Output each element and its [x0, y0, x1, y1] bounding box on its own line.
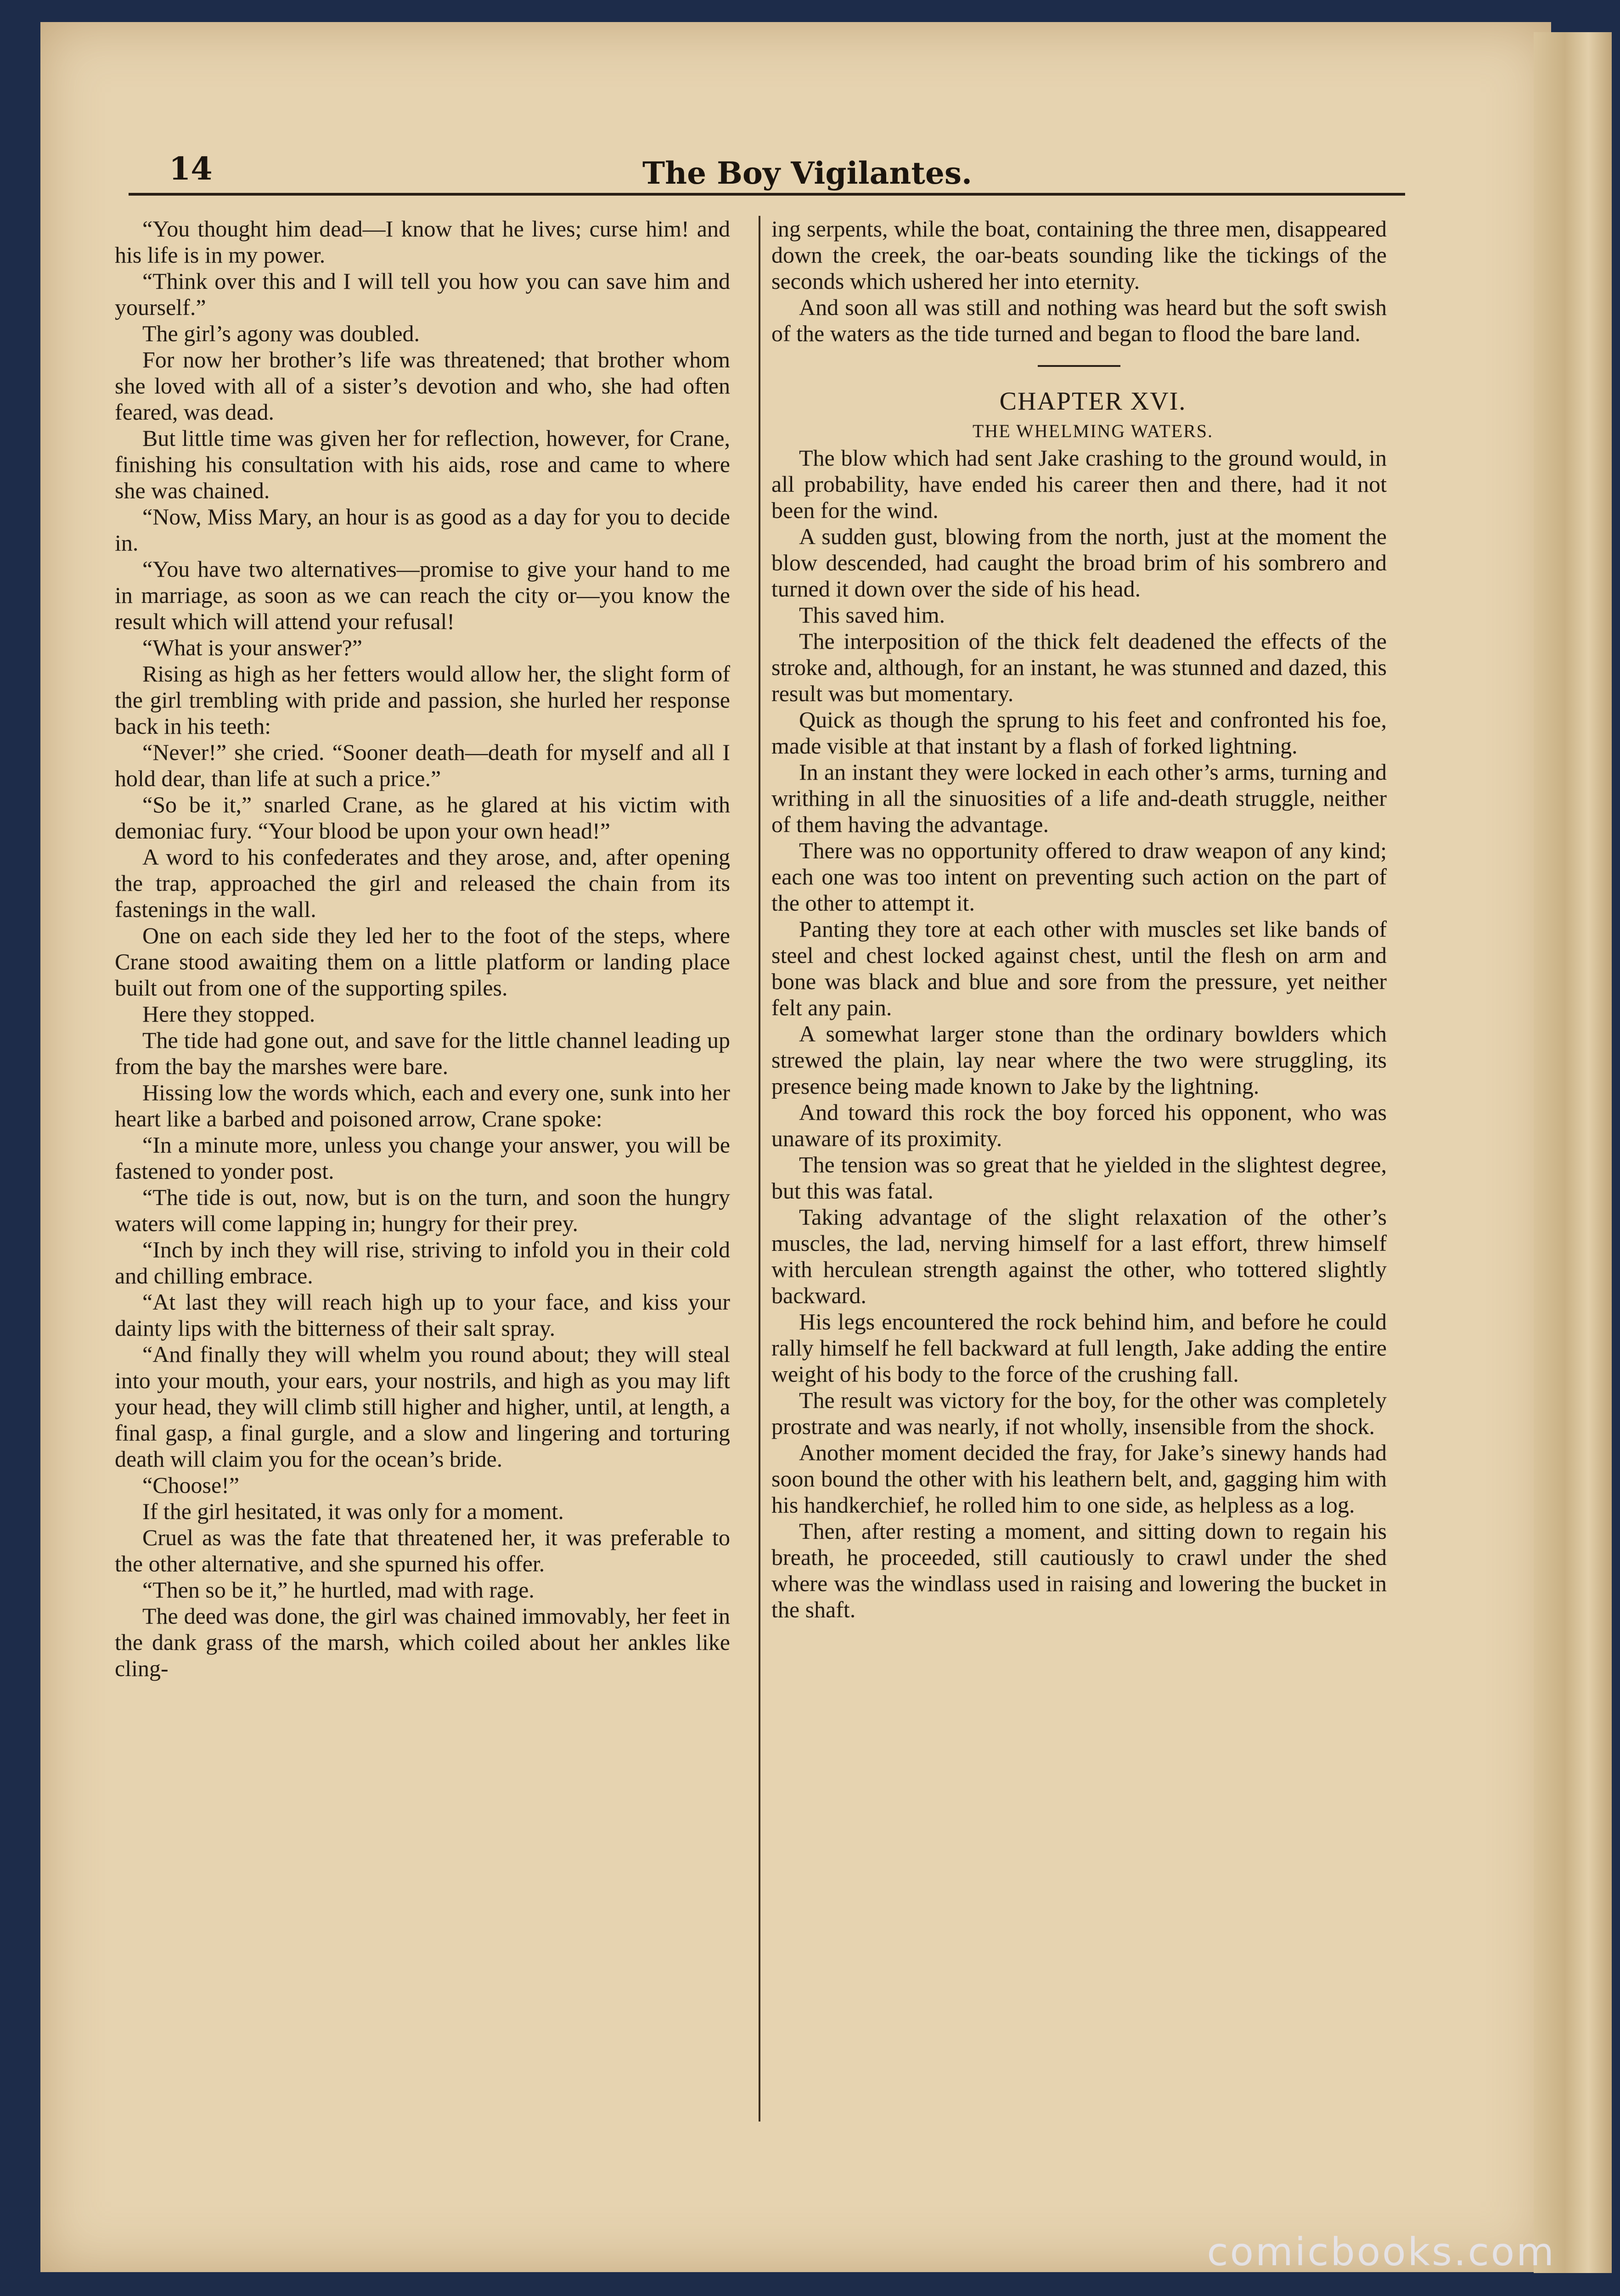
paragraph: The girl’s agony was doubled.	[142, 321, 420, 346]
paragraph: In an instant they were locked in each other’s arms, turning and writhing in all the sinuosities of a life and-death struggle, neither of them having the advantage.	[771, 759, 1387, 837]
watermark-text: comicbooks.com	[1207, 2229, 1556, 2274]
paragraph: The interposition of the thick felt deadened the effects of the stroke and, although, for an instant, he was stunned and dazed, this result was but momentary.	[771, 628, 1387, 706]
paragraph: Then, after resting a moment, and sitting down to regain his breath, he proceeded, still cautiously to crawl under the shed where was the windlass used in raising and lowering the bucket in the shaft.	[771, 1518, 1387, 1622]
paragraph: “Never!” she cried. “Sooner death—death for myself and all I hold dear, than life at such a price.”	[115, 739, 730, 791]
paragraph: “You thought him dead—I know that he lives; curse him! and his life is in my power.	[115, 216, 730, 268]
paragraph: This saved him.	[799, 602, 945, 628]
paragraph: And soon all was still and nothing was heard but the soft swish of the waters as the tide turned and began to flood the bare land.	[771, 294, 1387, 346]
paragraph: Another moment decided the fray, for Jake’s sinewy hands had soon bound the other with his leathern belt, and, gagging him with his handkerchief, he rolled him to one side, as helpless as a log.	[771, 1440, 1387, 1518]
paragraph: The deed was done, the girl was chained immovably, her feet in the dank grass of the marsh, which coiled about her ankles like cling-	[115, 1603, 730, 1681]
paragraph: Quick as though the sprung to his feet and confronted his foe, made visible at that instant by a flash of forked lightning.	[771, 707, 1387, 759]
paragraph: Hissing low the words which, each and every one, sunk into her heart like a barbed and poisoned arrow, Crane spoke:	[115, 1080, 730, 1131]
paragraph: “The tide is out, now, but is on the turn, and soon the hungry waters will come lapping in; hungry for their prey.	[115, 1184, 730, 1236]
paragraph: “In a minute more, unless you change your answer, you will be fastened to yonder post.	[115, 1132, 730, 1184]
header-rule	[129, 193, 1405, 196]
paragraph: The blow which had sent Jake crashing to the ground would, in all probability, have ended his career then and there, had it not been for the wind.	[771, 445, 1387, 523]
running-title: The Boy Vigilantes.	[642, 155, 972, 191]
right-column	[771, 216, 1387, 2181]
paragraph: But little time was given her for reflection, however, for Crane, finishing his consultation with his aids, rose and came to where she was chained.	[115, 425, 730, 503]
paragraph: For now her brother’s life was threatened; that brother whom she loved with all of a sister’s devotion and who, she had often feared, was dead.	[115, 347, 730, 425]
paragraph: “What is your answer?”	[142, 635, 362, 660]
paragraph: If the girl hesitated, it was only for a moment.	[142, 1498, 564, 1524]
paragraph: “Now, Miss Mary, an hour is as good as a day for you to decide in.	[115, 504, 730, 556]
paragraph: Panting they tore at each other with muscles set like bands of steel and chest locked against chest, until the flesh on arm and bone was black and blue and sore from the pressure, yet neither felt any pain.	[771, 916, 1387, 1020]
paragraph: The tension was so great that he yielded in the slightest degree, but this was fatal.	[771, 1152, 1387, 1204]
paragraph: “Then so be it,” he hurtled, mad with rage.	[142, 1577, 534, 1603]
paragraph: And toward this rock the boy forced his opponent, who was unaware of its proximity.	[771, 1099, 1387, 1151]
paragraph: Taking advantage of the slight relaxation of the other’s muscles, the lad, nerving himself for a last effort, threw himself with herculean strength against the other, who tottered slightly backward.	[771, 1204, 1387, 1308]
left-column	[115, 216, 730, 2181]
page-number: 14	[169, 151, 213, 187]
paragraph: Here they stopped.	[142, 1001, 315, 1027]
paragraph: The result was victory for the boy, for the other was completely prostrate and was nearly, if not wholly, insensible from the shock.	[771, 1387, 1387, 1439]
paragraph: The tide had gone out, and save for the little channel leading up from the bay the marshes were bare.	[115, 1027, 730, 1079]
paragraph: His legs encountered the rock behind him, and before he could rally himself he fell backward at full length, Jake adding the entire weight of his body to the force of the crushing fall.	[771, 1309, 1387, 1387]
page-binding-edge	[1534, 32, 1612, 2273]
paragraph: “You have two alternatives—promise to give your hand to me in marriage, as soon as we can reach the city or—you know the result which will attend your refusal!	[115, 556, 730, 634]
paragraph: A somewhat larger stone than the ordinary bowlders which strewed the plain, lay near where the two were struggling, its presence being made known to Jake by the lightning.	[771, 1021, 1387, 1099]
paragraph: Cruel as was the fate that threatened her, it was preferable to the other alternative, and she spurned his offer.	[115, 1525, 730, 1576]
paragraph: “Think over this and I will tell you how you can save him and yourself.”	[115, 268, 730, 320]
chapter-heading: CHAPTER XVI.	[999, 387, 1187, 416]
paragraph: There was no opportunity offered to draw weapon of any kind; each one was too intent on preventing such action on the part of the other to attempt it.	[771, 838, 1387, 916]
paragraph: A word to his confederates and they arose, and, after opening the trap, approached the girl and released the chain from its fastenings in the wall.	[115, 844, 730, 922]
paragraph: “Inch by inch they will rise, striving to infold you in their cold and chilling embrace.	[115, 1237, 730, 1289]
paragraph: “At last they will reach high up to your face, and kiss your dainty lips with the bitterness of their salt spray.	[115, 1289, 730, 1341]
chapter-title: THE WHELMING WATERS.	[972, 421, 1214, 441]
paragraph: “So be it,” snarled Crane, as he glared at his victim with demoniac fury. “Your blood be upon your own head!”	[115, 792, 730, 844]
chapter-rule	[1038, 365, 1120, 367]
paragraph: ing serpents, while the boat, containing the three men, disappeared down the creek, the oar-beats sounding like the tickings of the seconds which ushered her into eternity.	[771, 216, 1387, 294]
paragraph: A sudden gust, blowing from the north, just at the moment the blow descended, had caught the broad brim of his sombrero and turned it down over the side of his head.	[771, 523, 1387, 602]
paragraph: Rising as high as her fetters would allow her, the slight form of the girl trembling with pride and passion, she hurled her response back in his teeth:	[115, 661, 730, 739]
paragraph: “And finally they will whelm you round about; they will steal into your mouth, your ears, your nostrils, and high as you may lift your head, they will climb still higher and higher, until, at length, a final gasp, a final gurgle, and a slow and lingering and torturing death will claim you for the ocean’s bride.	[115, 1341, 730, 1472]
column-divider	[759, 216, 760, 2122]
paragraph: One on each side they led her to the foot of the steps, where Crane stood awaiting them on a little platform or landing place built out from one of the supporting spiles.	[115, 923, 730, 1001]
paragraph: “Choose!”	[142, 1472, 240, 1498]
